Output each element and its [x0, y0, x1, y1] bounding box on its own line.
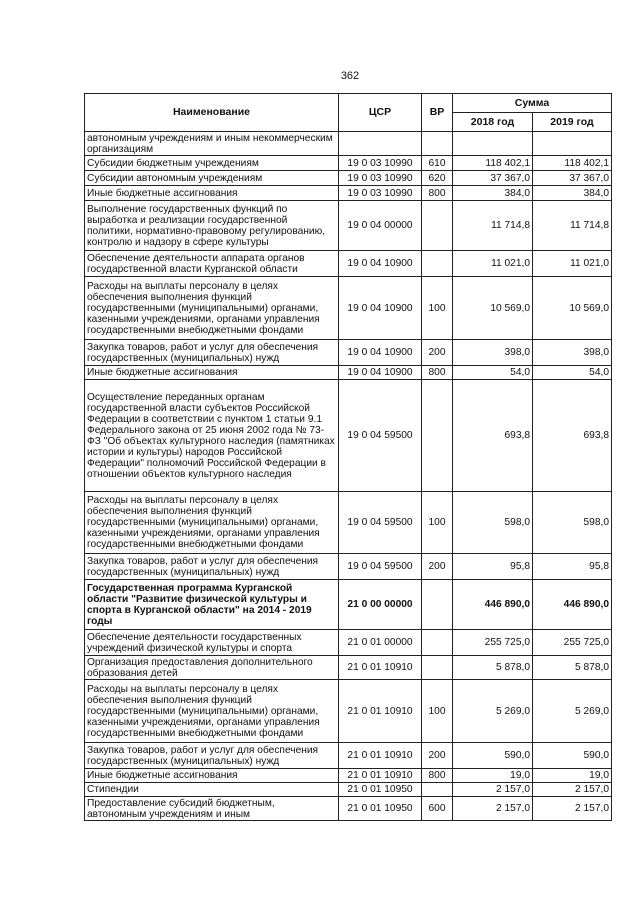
cell-csr: 21 0 01 10910 [339, 680, 422, 743]
cell-csr: 19 0 03 10990 [339, 186, 422, 201]
cell-name: Иные бюджетные ассигнования [85, 769, 339, 783]
cell-sum-2018: 398,0 [453, 340, 533, 366]
cell-sum-2019: 255 725,0 [533, 630, 612, 656]
cell-sum-2018 [453, 132, 533, 156]
cell-sum-2018: 37 367,0 [453, 171, 533, 186]
cell-vr: 200 [422, 743, 453, 769]
cell-vr: 610 [422, 156, 453, 171]
cell-vr: 100 [422, 277, 453, 340]
cell-name: Иные бюджетные ассигнования [85, 186, 339, 201]
header-name: Наименование [85, 94, 339, 132]
cell-name: Закупка товаров, работ и услуг для обеспечения государственных (муниципальных) нужд [85, 340, 339, 366]
cell-csr: 19 0 04 00000 [339, 201, 422, 251]
cell-sum-2018: 2 157,0 [453, 783, 533, 797]
cell-csr: 19 0 03 10990 [339, 156, 422, 171]
cell-name: Стипендии [85, 783, 339, 797]
cell-sum-2019: 398,0 [533, 340, 612, 366]
cell-vr [422, 656, 453, 680]
table-row [85, 680, 612, 743]
table-body [85, 132, 612, 821]
cell-name: Обеспечение деятельности аппарата органов государственной власти Курганской области [85, 251, 339, 277]
table-row [85, 797, 612, 821]
table-row [85, 340, 612, 366]
cell-csr: 19 0 04 59500 [339, 380, 422, 492]
cell-csr: 21 0 01 10950 [339, 783, 422, 797]
cell-vr [422, 630, 453, 656]
cell-csr [339, 132, 422, 156]
cell-sum-2019: 384,0 [533, 186, 612, 201]
cell-name: Закупка товаров, работ и услуг для обеспечения государственных (муниципальных) нужд [85, 554, 339, 580]
cell-sum-2019: 5 878,0 [533, 656, 612, 680]
table-row [85, 656, 612, 680]
cell-vr: 800 [422, 769, 453, 783]
cell-sum-2018: 11 021,0 [453, 251, 533, 277]
header-sum: Сумма [453, 94, 612, 113]
header-vr: ВР [422, 94, 453, 132]
cell-vr: 800 [422, 366, 453, 380]
cell-name: Расходы на выплаты персоналу в целях обеспечения выполнения функций государственными (муниципальными) органами, казенными учреждениями, органами управления государственными внебюджетными фондами [85, 492, 339, 554]
cell-csr: 19 0 04 10900 [339, 340, 422, 366]
table-row [85, 554, 612, 580]
cell-sum-2018: 54,0 [453, 366, 533, 380]
budget-table [84, 93, 612, 821]
cell-name: Государственная программа Курганской области "Развитие физической культуры и спорта в Курганской области" на 2014 - 2019 годы [85, 580, 339, 630]
table-row [85, 580, 612, 630]
cell-csr: 19 0 04 10900 [339, 277, 422, 340]
cell-vr: 100 [422, 492, 453, 554]
cell-name: Иные бюджетные ассигнования [85, 366, 339, 380]
cell-vr: 200 [422, 554, 453, 580]
table-row [85, 277, 612, 340]
cell-csr: 19 0 03 10990 [339, 171, 422, 186]
cell-vr [422, 783, 453, 797]
table-row [85, 186, 612, 201]
cell-sum-2018: 5 878,0 [453, 656, 533, 680]
cell-sum-2019: 590,0 [533, 743, 612, 769]
cell-csr: 19 0 04 59500 [339, 554, 422, 580]
cell-name: Расходы на выплаты персоналу в целях обеспечения выполнения функций государственными (муниципальными) органами, казенными учреждениями, органами управления государственными внебюджетными фондами [85, 277, 339, 340]
cell-name: автономным учреждениям и иным некоммерческим организациям [85, 132, 339, 156]
cell-sum-2018: 2 157,0 [453, 797, 533, 821]
cell-sum-2018: 255 725,0 [453, 630, 533, 656]
cell-csr: 21 0 01 10910 [339, 743, 422, 769]
page-number: 362 [340, 70, 360, 82]
cell-vr: 200 [422, 340, 453, 366]
header-year-2018: 2018 год [453, 113, 533, 132]
cell-name: Предоставление субсидий бюджетным, автономным учреждениям и иным [85, 797, 339, 821]
cell-csr: 19 0 04 10900 [339, 251, 422, 277]
cell-vr: 100 [422, 680, 453, 743]
cell-vr: 600 [422, 797, 453, 821]
cell-sum-2018: 693,8 [453, 380, 533, 492]
cell-csr: 21 0 00 00000 [339, 580, 422, 630]
cell-sum-2019: 693,8 [533, 380, 612, 492]
table-row [85, 783, 612, 797]
table-row [85, 769, 612, 783]
cell-sum-2019: 10 569,0 [533, 277, 612, 340]
cell-sum-2019: 2 157,0 [533, 783, 612, 797]
cell-csr: 21 0 01 10950 [339, 797, 422, 821]
cell-sum-2018: 10 569,0 [453, 277, 533, 340]
cell-sum-2019: 118 402,1 [533, 156, 612, 171]
cell-sum-2018: 19,0 [453, 769, 533, 783]
cell-csr: 21 0 01 00000 [339, 630, 422, 656]
table-row [85, 630, 612, 656]
cell-name: Субсидии автономным учреждениям [85, 171, 339, 186]
cell-sum-2018: 598,0 [453, 492, 533, 554]
table-row [85, 380, 612, 492]
table-row [85, 366, 612, 380]
cell-sum-2018: 5 269,0 [453, 680, 533, 743]
cell-sum-2019 [533, 132, 612, 156]
table-row [85, 743, 612, 769]
cell-name: Обеспечение деятельности государственных учреждений физической культуры и спорта [85, 630, 339, 656]
cell-sum-2019: 5 269,0 [533, 680, 612, 743]
header-csr: ЦСР [339, 94, 422, 132]
cell-sum-2019: 19,0 [533, 769, 612, 783]
cell-csr: 21 0 01 10910 [339, 656, 422, 680]
cell-sum-2019: 95,8 [533, 554, 612, 580]
table-row [85, 171, 612, 186]
table-row [85, 156, 612, 171]
table-row [85, 132, 612, 156]
cell-sum-2018: 590,0 [453, 743, 533, 769]
cell-sum-2019: 37 367,0 [533, 171, 612, 186]
table-header [85, 94, 612, 132]
cell-sum-2019: 2 157,0 [533, 797, 612, 821]
cell-vr: 800 [422, 186, 453, 201]
cell-sum-2019: 11 714,8 [533, 201, 612, 251]
cell-name: Осуществление переданных органам государственной власти субъектов Российской Федерации в соответствии с пунктом 1 статьи 9.1 Федерального закона от 25 июня 2002 года № 73-ФЗ "Об объектах культурного наследия (памятниках истории и культуры) народов Российской Федерации" полномочий Российской Федерации в отношении объектов культурного наследия [85, 380, 339, 492]
table-row [85, 492, 612, 554]
cell-sum-2018: 11 714,8 [453, 201, 533, 251]
cell-sum-2019: 598,0 [533, 492, 612, 554]
table-row [85, 251, 612, 277]
table-row [85, 201, 612, 251]
cell-sum-2019: 54,0 [533, 366, 612, 380]
cell-csr: 21 0 01 10910 [339, 769, 422, 783]
cell-sum-2018: 446 890,0 [453, 580, 533, 630]
cell-vr [422, 380, 453, 492]
cell-vr [422, 201, 453, 251]
cell-name: Выполнение государственных функций по выработка и реализации государственной политики, нормативно-правовому регулированию, контролю и надзору в сфере культуры [85, 201, 339, 251]
cell-name: Закупка товаров, работ и услуг для обеспечения государственных (муниципальных) нужд [85, 743, 339, 769]
cell-vr: 620 [422, 171, 453, 186]
cell-sum-2018: 95,8 [453, 554, 533, 580]
cell-name: Расходы на выплаты персоналу в целях обеспечения выполнения функций государственными (муниципальными) органами, казенными учреждениями, органами управления государственными внебюджетными фондами [85, 680, 339, 743]
cell-sum-2018: 118 402,1 [453, 156, 533, 171]
cell-csr: 19 0 04 10900 [339, 366, 422, 380]
cell-vr [422, 251, 453, 277]
cell-csr: 19 0 04 59500 [339, 492, 422, 554]
header-year-2019: 2019 год [533, 113, 612, 132]
cell-name: Организация предоставления дополнительного образования детей [85, 656, 339, 680]
cell-vr [422, 132, 453, 156]
cell-name: Субсидии бюджетным учреждениям [85, 156, 339, 171]
cell-sum-2019: 446 890,0 [533, 580, 612, 630]
cell-vr [422, 580, 453, 630]
cell-sum-2018: 384,0 [453, 186, 533, 201]
cell-sum-2019: 11 021,0 [533, 251, 612, 277]
